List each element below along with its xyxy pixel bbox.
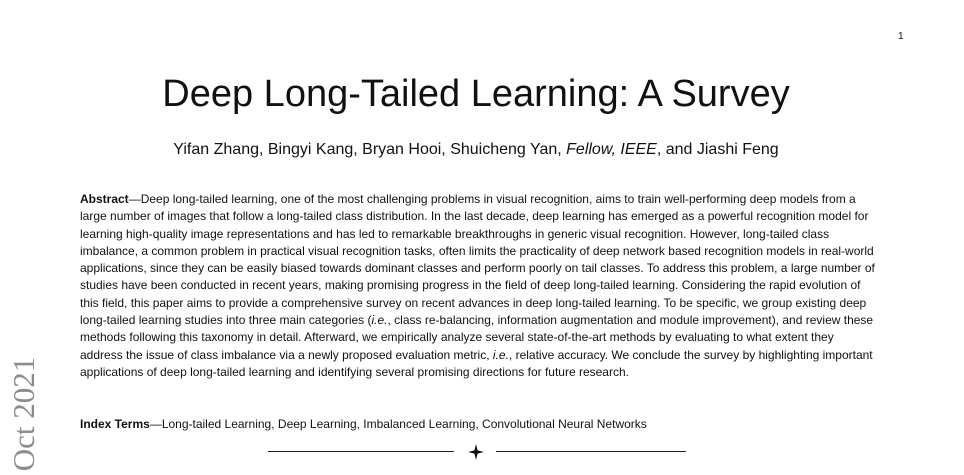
side-date-stamp: Oct 2021 [6, 356, 41, 472]
abstract-text-part-1: —Deep long-tailed learning, one of the most challenging problems in visual recognition, aims to train well-performing deep models from a large number of images that follow a long-tailed class distribution. In the last decade, deep learning has emerged as a powerful recognition model for learning high-quality image representations and has led to remarkable breakthroughs in generic visual recognition. However, long-tailed class imbalance, a common problem in practical visual recognition tasks, often limits the practicality of deep network based recognition models in real-world applications, since they can be easily biased towards dominant classes and perform poorly on tail classes. To address this problem, a large number of studies have been conducted in recent years, making promising progress in the field of deep long-tailed learning. Considering the rapid evolution of this field, this paper aims to provide a comprehensive survey on recent advances in deep long-tailed learning. To be specific, we group existing deep long-tailed learning studies into three main categories ( [80, 192, 875, 328]
abstract-ie-1: i.e. [371, 313, 388, 328]
author-names: Yifan Zhang, Bingyi Kang, Bryan Hooi, Shuicheng Yan, [173, 141, 567, 158]
abstract-text-part-2: , class re-balancing, information augmentation and module improvement), and review these methods following this taxonomy in detail. Afterward, we empirically analyze several state-of-the-art methods by evaluating to what extent they address the issue of class imbalance via a newly proposed evaluation metric, [80, 313, 874, 362]
divider-rule-right [496, 451, 686, 452]
paper-title: Deep Long-Tailed Learning: A Survey [162, 73, 790, 115]
index-terms-label: Index Terms [80, 417, 150, 431]
abstract-text-part-3: , relative accuracy. We conclude the survey by highlighting important applications of deep long-tailed learning and identifying several promising directions for future research. [80, 347, 873, 379]
index-terms-text: —Long-tailed Learning, Deep Learning, Imbalanced Learning, Convolutional Neural Networks [149, 417, 647, 431]
section-divider [268, 444, 688, 460]
author-fellow-title: Fellow, IEEE [566, 141, 657, 158]
author-names-tail: , and Jiashi Feng [656, 141, 779, 158]
four-point-star-icon [468, 444, 484, 460]
abstract-label: Abstract [80, 192, 129, 206]
abstract-ie-2: i.e. [492, 347, 509, 362]
page-number: 1 [898, 31, 904, 42]
abstract [80, 191, 876, 381]
author-list [0, 140, 952, 160]
index-terms [80, 416, 876, 433]
divider-rule-left [268, 451, 454, 452]
